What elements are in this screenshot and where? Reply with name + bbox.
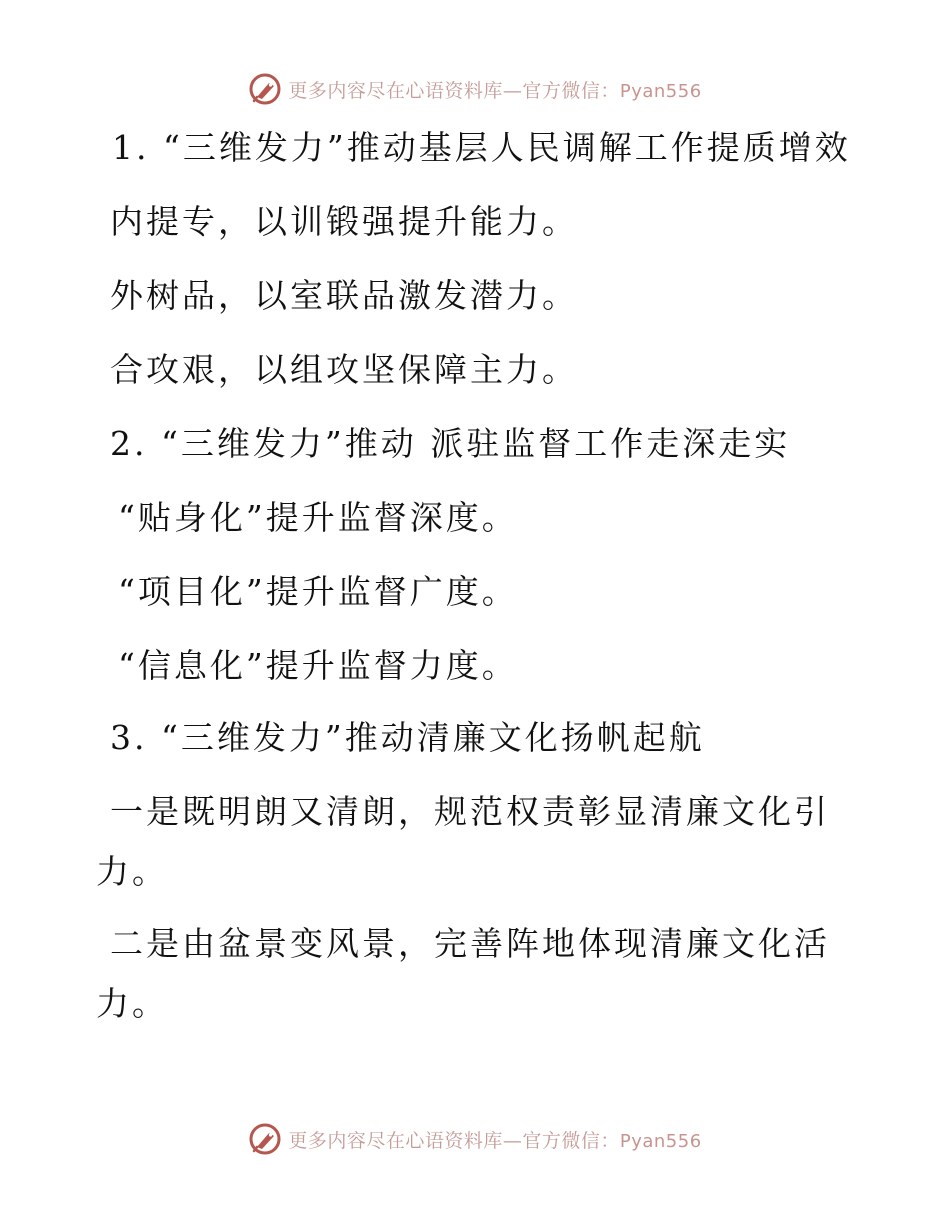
watermark-text	[288, 76, 701, 103]
paragraph-line: “信息化”提升监督力度。	[118, 646, 518, 685]
watermark-label: 更多内容尽在心语资料库—官方微信：	[288, 79, 620, 102]
heading-2: 2. “三维发力”推动 派驻监督工作走深走实	[110, 424, 791, 463]
pen-nib-logo-icon	[248, 72, 282, 106]
wechat-id: Pyan556	[619, 80, 702, 102]
paragraph-line: 力。	[96, 984, 168, 1023]
paragraph-line: “贴身化”提升监督深度。	[118, 498, 518, 537]
paragraph-line: 外树品，以室联品激发潜力。	[110, 276, 578, 315]
heading-1: 1. “三维发力”推动基层人民调解工作提质增效	[112, 128, 851, 167]
paragraph-line: “项目化”提升监督广度。	[118, 572, 518, 611]
header-watermark	[0, 72, 950, 106]
wechat-id: Pyan556	[619, 1130, 702, 1152]
paragraph-line: 一是既明朗又清朗，规范权责彰显清廉文化引	[110, 792, 830, 831]
paragraph-line: 力。	[96, 852, 168, 891]
paragraph-line: 内提专，以训锻强提升能力。	[110, 202, 578, 241]
heading-3: 3. “三维发力”推动清廉文化扬帆起航	[110, 718, 705, 757]
paragraph-line: 合攻艰，以组攻坚保障主力。	[110, 350, 578, 389]
paragraph-line: 二是由盆景变风景，完善阵地体现清廉文化活	[110, 924, 830, 963]
footer-watermark	[0, 1122, 950, 1156]
pen-nib-logo-icon	[248, 1122, 282, 1156]
watermark-text	[288, 1126, 701, 1153]
watermark-label: 更多内容尽在心语资料库—官方微信：	[288, 1129, 620, 1152]
